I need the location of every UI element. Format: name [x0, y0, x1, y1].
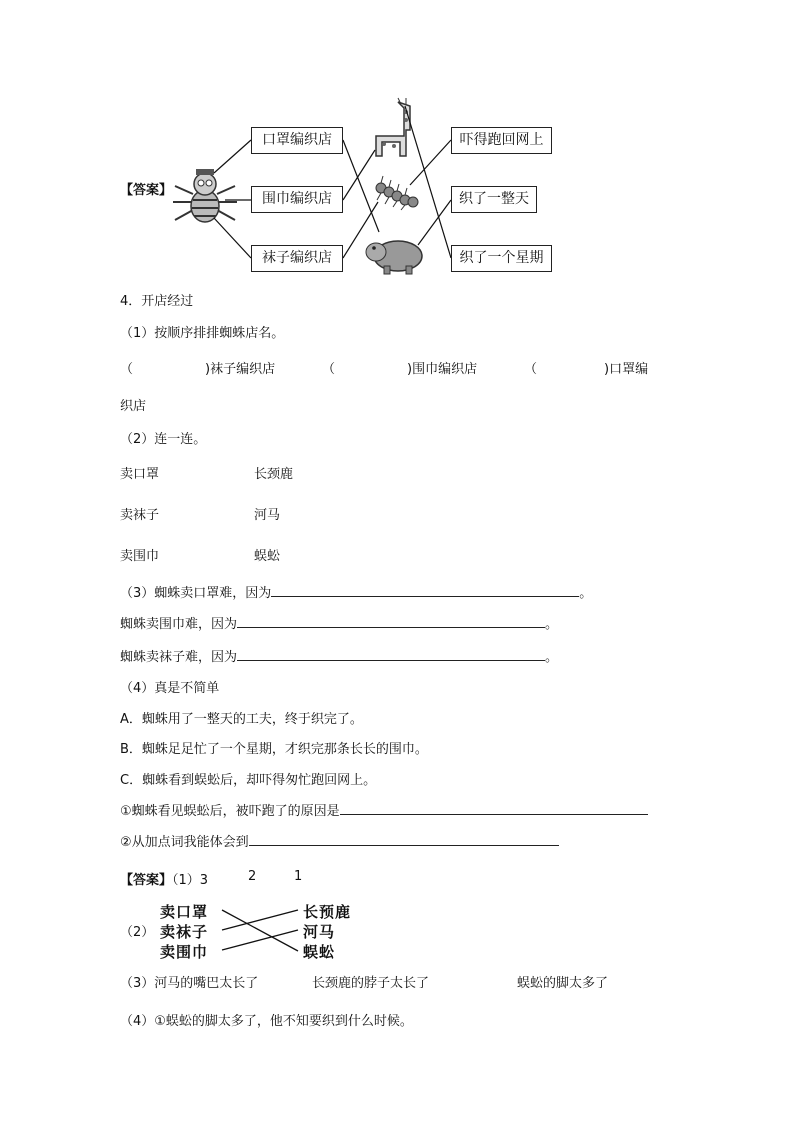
answer-line-1 [120, 869, 208, 888]
hippo-icon [366, 241, 422, 274]
q4-sub-2-text: ②从加点词我能体会到 [120, 835, 249, 850]
answer-1-prefix: （1）3 [172, 873, 209, 888]
q2-left-1: 卖口罩 [120, 467, 160, 482]
q2-right-2: 河马 [254, 508, 281, 523]
q4-option-b: B．蜘蛛足足忙了一个星期，才织完那条长长的围巾。 [120, 742, 428, 757]
answer-3-c: 蜈蚣的脚太多了 [517, 976, 609, 991]
q3-line-1 [120, 582, 592, 601]
q4-sub-1 [120, 800, 648, 819]
answer-2-right-1: 长预鹿 [303, 903, 352, 921]
centipede-icon [376, 176, 418, 210]
answer-3-a: （3）河马的嘴巴太长了 [120, 976, 259, 991]
answer-2-left-1: 卖口罩 [160, 903, 209, 921]
box-scared-back: 吓得跑回网上 [451, 127, 552, 154]
spider-illustration [0, 0, 794, 320]
q3-blank-1[interactable] [271, 584, 579, 597]
answer-2-left-3: 卖围巾 [160, 943, 209, 961]
q3-end-2: 。 [545, 617, 559, 632]
q4-blank-2[interactable] [249, 833, 559, 846]
q2-left-3: 卖围巾 [120, 549, 160, 564]
q1-item-1: )袜子编织店 [205, 362, 276, 377]
q4-label: （4）真是不简单 [120, 681, 220, 696]
box-one-day: 织了一整天 [451, 186, 537, 213]
answer-2-left-2: 卖袜子 [160, 923, 209, 941]
q3-end-3: 。 [545, 650, 559, 665]
q1-item-2: )围巾编织店 [407, 362, 478, 377]
q1-paren-3: （ [524, 362, 538, 377]
q3-blank-2[interactable] [237, 615, 545, 628]
q4-sub-1-text: ①蜘蛛看见蜈蚣后，被吓跑了的原因是 [120, 804, 340, 819]
q1-paren-1: （ [120, 362, 134, 377]
answer-2-right-2: 河马 [303, 923, 336, 941]
q3-end-1: 。 [579, 586, 593, 601]
q4-blank-1[interactable] [340, 802, 648, 815]
q2-right-3: 蜈蚣 [254, 549, 281, 564]
q3-line-3 [120, 646, 558, 665]
answer-label: 【答案】 [120, 183, 173, 198]
q2-right-1: 长颈鹿 [254, 467, 294, 482]
answer-1-third: 1 [294, 869, 303, 884]
answer-3-b: 长颈鹿的脖子太长了 [312, 976, 430, 991]
q1-wrap: 织店 [120, 399, 147, 414]
q1-item-3: )口罩编 [604, 362, 649, 377]
answer-1-second: 2 [248, 869, 257, 884]
box-one-week: 织了一个星期 [451, 245, 552, 272]
answer-4: （4）①蜈蚣的脚太多了，他不知要织到什么时候。 [120, 1014, 413, 1029]
q3-prefix-2: 蜘蛛卖围巾难，因为 [120, 617, 238, 632]
answer-label-2: 【答案】 [120, 873, 173, 888]
q2-label: （2）连一连。 [120, 432, 207, 447]
q3-prefix-1: （3）蜘蛛卖口罩难，因为 [120, 586, 272, 601]
spider-icon [173, 169, 237, 222]
answer-2-label: （2） [120, 925, 155, 940]
q4-sub-2 [120, 831, 559, 850]
q1-label: （1）按顺序排排蜘蛛店名。 [120, 326, 285, 341]
q4-option-c: C．蜘蛛看到蜈蚣后，却吓得匆忙跑回网上。 [120, 773, 377, 788]
q3-blank-3[interactable] [237, 648, 545, 661]
section-title: 4．开店经过 [120, 294, 194, 309]
q4-option-a: A．蜘蛛用了一整天的工夫，终于织完了。 [120, 712, 363, 727]
box-mask-shop: 口罩编织店 [251, 127, 343, 154]
box-scarf-shop: 围巾编织店 [251, 186, 343, 213]
q3-line-2 [120, 613, 558, 632]
q2-left-2: 卖袜子 [120, 508, 160, 523]
q1-paren-2: （ [322, 362, 336, 377]
q3-prefix-3: 蜘蛛卖袜子难，因为 [120, 650, 238, 665]
box-sock-shop: 袜子编织店 [251, 245, 343, 272]
answer-2-right-3: 蜈蚣 [303, 943, 336, 961]
giraffe-icon [376, 98, 410, 156]
